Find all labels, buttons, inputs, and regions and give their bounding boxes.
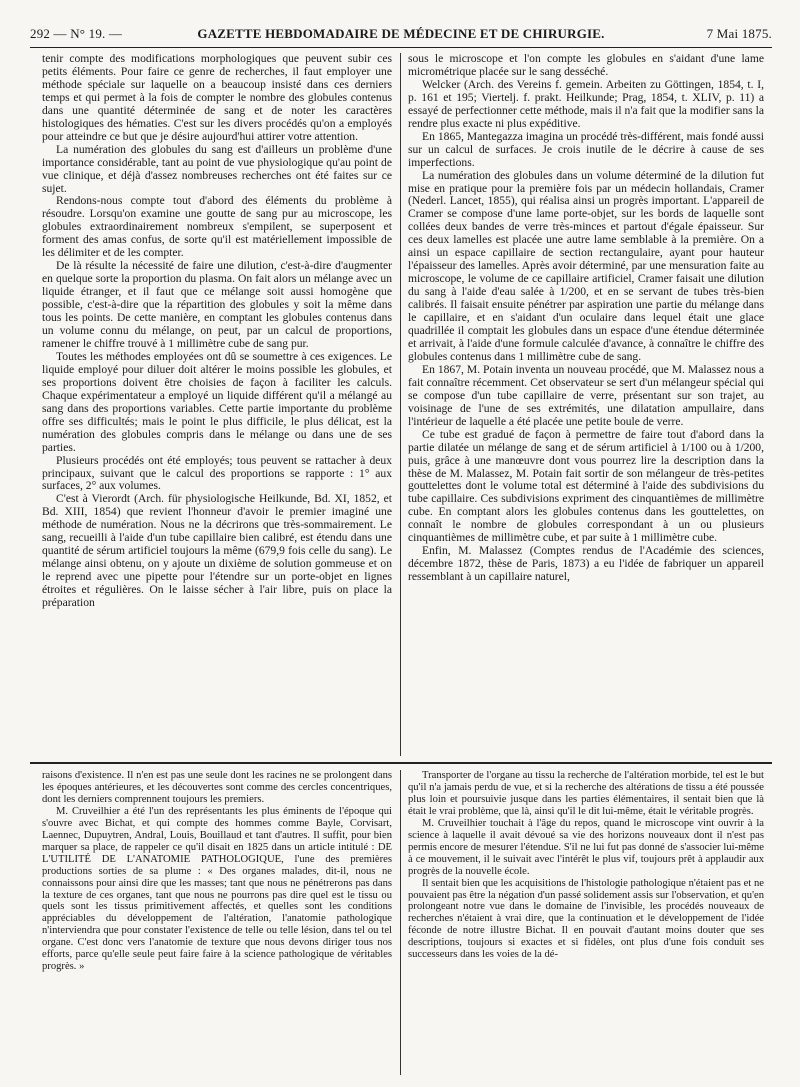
paragraph: Transporter de l'organe au tissu la recherche de l'altération morbide, tel est le but qu'il n'a jamais perdu de vue, et si la recherche des altérations de tissu a été poussée plus loin et poursuivie jusque dans les parties élémentaires, il sentait bien que là était le vrai problème, que là, ainsi qu'il le dit lui-même, était le véritable progrès. <box>408 770 764 817</box>
column-divider <box>400 53 401 756</box>
upper-left-column <box>42 53 392 753</box>
paragraph: Rendons-nous compte tout d'abord des éléments du problème à résoudre. Lorsqu'on examine une goutte de sang pur au microscope, les globules extraordinairement nombreux s'empilent, se superposent et forment des amas confus, de sorte qu'il est matériellement impossible de les délimiter et de les compter. <box>42 194 392 260</box>
paragraph: sous le microscope et l'on compte les globules en s'aidant d'une lame micrométrique placée sur le sang desséché. <box>408 53 764 78</box>
paragraph: En 1867, M. Potain inventa un nouveau procédé, que M. Malassez nous a fait connaître récemment. Cet observateur se sert d'un mélangeur spécial qui se compose d'un tube capillaire de verre, présentant sur son trajet, au voisinage de l'une de ses extrémités, une dilatation ampullaire, dans l'intérieur de laquelle a été placée une petite boule de verre. <box>408 362 764 428</box>
paragraph: M. Cruveilhier a été l'un des représentants les plus éminents de l'époque qui s'ouvre avec Bichat, et qui compte des hommes comme Bayle, Corvisart, Laennec, Dupuytren, Andral, Louis, Bouillaud et tant d'autres. Il suffit, pour bien marquer sa place, de rappeler ce qu'il disait en 1825 dans un article intitulé : DE L'UTILITÉ DE L'ANATOMIE PATHOLOGIQUE, l'une des premières productions sorties de sa plume : « Des organes malades, dit-il, nous ne connaissons pour ainsi dire que les masses; tant que nous ne pénétrerons pas dans la texture de ces organes, tant que nous ne pourrons pas dire quel est le tissu ou quels sont les tissus primitivement affectés, et quelles sont les conditions appréciables du développement de l'altération, l'anatomie pathologique n'interviendra que pour constater l'existence de telle ou telle lésion, dans tel ou tel organe. C'est donc vers l'anatomie de texture que nous devons diriger tous nos efforts, parce qu'elle seule peut faire faire à la science pathologique de véritables progrès. » <box>42 805 392 973</box>
paragraph: En 1865, Mantegazza imagina un procédé très-différent, mais fondé aussi sur un calcul de surfaces. Je crois inutile de le décrire à cause de ses imperfections. <box>408 129 764 169</box>
page-number: 292 — N° 19. — <box>30 26 123 41</box>
issue-date: 7 Mai 1875. <box>706 26 772 41</box>
paragraph: C'est à Vierordt (Arch. für physiologische Heilkunde, Bd. XI, 1852, et Bd. XIII, 1854) que revient l'honneur d'avoir le premier imaginé une méthode de numération. Nous ne la décrirons que très-sommairement. Le sang, recueilli à l'aide d'un tube capillaire bien calibré, est étendu dans une quantité de sérum artificiel toujours la même (679,9 fois celle du sang). Le mélange ainsi obtenu, on y ajoute un dixième de solution gommeuse et on le reprend avec une pipette pour l'étendre sur un porte-objet en lignes étroites et régulières. On le laisse sécher à l'air libre, puis on place la préparation <box>42 492 392 610</box>
column-divider <box>400 770 401 1075</box>
paragraph: tenir compte des modifications morphologiques que peuvent subir ces petits éléments. Pour faire ce genre de recherches, il faut employer une méthode spéciale sur laquelle on a beaucoup insisté dans ces derniers temps et qui permet à la fois de compter le nombre des globules contenus dans une quantité déterminée de sang et de noter les caractères histologiques des hématies. C'est sur les divers procédés qu'on a employés pour atteindre ce but que je désire aujourd'hui attirer votre attention. <box>42 53 392 143</box>
paragraph: Il sentait bien que les acquisitions de l'histologie pathologique n'étaient pas et ne pouvaient pas être la négation d'un passé solidement assis sur l'observation, et qu'en prolongeant notre vue dans le domaine de l'invisible, les procédés nouveaux de recherches n'étaient à vrai dire, que la continuation et le développement de l'idée féconde de notre illustre Bichat. Il en pouvait d'autant moins douter que ses descriptions, toujours si exactes et si fidèles, ont plus d'une fois conduit ses successeurs dans les voies de la dé- <box>408 877 764 961</box>
paragraph: Welcker (Arch. des Vereins f. gemein. Arbeiten zu Göttingen, 1854, t. I, p. 161 et 195; Viertelj. f. prakt. Heilkunde; Prag, 1854, t. XLIV, p. 11) a essayé de perfectionner cette méthode, mais il n'a fait que la modifier sans la rendre plus exacte ni plus expéditive. <box>408 77 764 130</box>
paragraph: Plusieurs procédés ont été employés; tous peuvent se rattacher à deux principaux, suivant que le calcul des proportions se rapporte : 1° aux surfaces, 2° aux volumes. <box>42 453 392 493</box>
page-header <box>30 26 772 46</box>
paragraph: Ce tube est gradué de façon à permettre de faire tout d'abord dans la partie dilatée un mélange de sang et de sérum artificiel à 1/100 ou à 1/200, puis, grâce à une manœuvre dont vous pourrez lire la description dans la thèse de M. Malassez, M. Potain fait sortir de son mélangeur de très-petites gouttelettes dont le volume total est déterminé à l'aide des subdivisions du tube capillaire. Ces subdivisions expriment des cinquantièmes de millimètre cube. En comptant alors les globules contenus dans les gouttelettes, on connaît le nombre de globules correspondant à un ou plusieurs cinquantièmes de millimètre cube, et par suite à 1 millimètre cube. <box>408 427 764 545</box>
paragraph: M. Cruveilhier touchait à l'âge du repos, quand le microscope vint ouvrir à la science à laquelle il avait dévoué sa vie des horizons nouveaux dont il n'est pas permis encore de mesurer l'étendue. S'il ne lui fut pas donné de s'associer lui-même à ce mouvement, il le suivait avec l'intérêt le plus vif, toujours prêt à applaudir aux progrès de la nouvelle école. <box>408 817 764 877</box>
lower-left-column <box>42 770 392 1070</box>
paragraph: Enfin, M. Malassez (Comptes rendus de l'Académie des sciences, décembre 1872, thèse de Paris, 1873) a eu l'idée de fabriquer un appareil ressemblant à un capillaire naturel, <box>408 544 764 584</box>
journal-title: GAZETTE HEBDOMADAIRE DE MÉDECINE ET DE CHIRURGIE. <box>197 26 605 41</box>
paragraph: La numération des globules dans un volume déterminé de la dilution fut mise en pratique pour la première fois par un médecin hollandais, Cramer (Nederl. Lancet, 1855), qui réalisa ainsi un progrès important. L'appareil de Cramer se compose d'une lame porte-objet, sur les bords de laquelle sont collées deux bandes de verre très-minces et partout d'égale épaisseur. Sur ces deux lamelles est placée une autre lame semblable à la première. On a ainsi un espace capillaire de section rectangulaire, ayant pour hauteur l'épaisseur des lamelles. Après avoir déterminé, par une mensuration faite au microscope, le volume de ce capillaire artificiel, Cramer faisait une dilution du sang à l'aide d'eau salée à 1/200, et en se servant de tubes très-bien calibrés. Il faisait ensuite pénétrer par aspiration une partie du mélange dans le capillaire, et en s'aidant d'un oculaire dans lequel était une glace quadrillée il comptait les globules dans un espace d'une étendue déterminée et arrivait, à l'aide d'une formule calculée d'avance, à connaître le chiffre des globules contenus dans 1 millimètre cube de sang. <box>408 168 764 363</box>
header-rule <box>30 47 772 48</box>
lower-right-column <box>408 770 764 1070</box>
paragraph: raisons d'existence. Il n'en est pas une seule dont les racines ne se prolongent dans les époques antérieures, et les découvertes sont comme des cercles concentriques, dont les derniers comprennent toujours les premiers. <box>42 770 392 805</box>
upper-right-column <box>408 53 764 753</box>
section-rule <box>30 762 772 764</box>
paragraph: Toutes les méthodes employées ont dû se soumettre à ces exigences. Le liquide employé pour diluer doit altérer le moins possible les globules, et ses proportions doivent être choisies de façon à faciliter les calculs. Chaque expérimentateur a employé un liquide différent qu'il a mélangé au sang dans des proportions variables. Cette partie importante du problème offre ses difficultés; mais le point le plus difficile, le plus délicat, est la numération des globules compris dans le mélange ou dans une de ses parties. <box>42 349 392 454</box>
paragraph: De là résulte la nécessité de faire une dilution, c'est-à-dire d'augmenter en quelque sorte la proportion du plasma. On fait alors un mélange avec un liquide étranger, et il faut que ce mélange soit aussi homogène que possible, c'est-à-dire que la répartition des globules y soit la même dans tous les points. De cette manière, en comptant les globules contenus dans un volume connu du mélange, on peut, par un calcul de proportions, ramener le chiffre trouvé à 1 millimètre cube de sang pur. <box>42 259 392 350</box>
paragraph: La numération des globules du sang est d'ailleurs un problème d'une importance considérable, tant au point de vue physiologique qu'au point de vue clinique, et déjà d'assez nombreuses recherches ont été faites sur ce sujet. <box>42 142 392 195</box>
